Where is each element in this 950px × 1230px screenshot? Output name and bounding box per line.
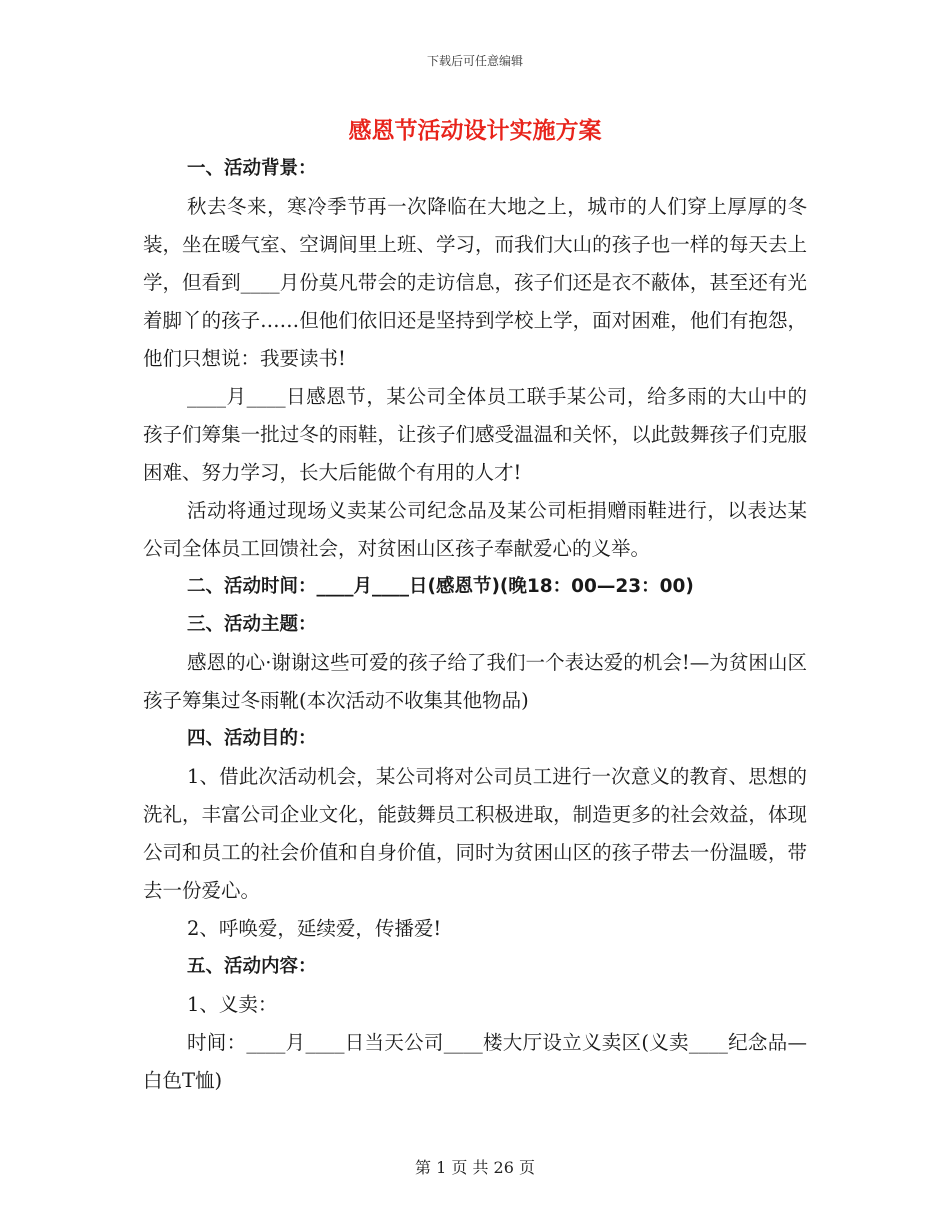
paragraph-background-2: ____月____日感恩节，某公司全体员工联手某公司，给多雨的大山中的孩子们筹集一批过冬的雨鞋，让孩子们感受温温和关怀，以此鼓舞孩子们克服困难、努力学习，长大后能做个有用的人才! (143, 385, 807, 484)
page-footer: 第 1 页 共 26 页 (415, 1158, 535, 1177)
paragraph-background-1: 秋去冬来，寒冷季节再一次降临在大地之上，城市的人们穿上厚厚的冬装，坐在暖气室、空调间里上班、学习，而我们大山的孩子也一样的每天去上学，但看到____月份莫凡带会的走访信息，孩子们还是衣不蔽体，甚至还有光着脚丫的孩子……但他们依旧还是坚持到学校上学，面对困难，他们有抱怨，他们只想说：我要读书! (143, 195, 807, 370)
document-body (143, 150, 807, 1100)
section-heading-background: 一、活动背景： (187, 158, 317, 179)
paragraph-theme-1: 感恩的心·谢谢这些可爱的孩子给了我们一个表达爱的机会!—为贫困山区孩子筹集过冬雨靴(本次活动不收集其他物品) (143, 651, 807, 712)
section-heading-time: 二、活动时间：____月____日(感恩节)(晚18：00—23：00) (187, 576, 694, 597)
page-header: 下载后可任意编辑 (426, 54, 523, 68)
section-heading-content: 五、活动内容： (187, 956, 317, 977)
paragraph-purpose-1: 1、借此次活动机会，某公司将对公司员工进行一次意义的教育、思想的洗礼，丰富公司企业文化，能鼓舞员工积极进取，制造更多的社会效益，体现公司和员工的社会价值和自身价值，同时为贫困山区的孩子带去一份温暖，带去一份爱心。 (143, 765, 807, 902)
section-heading-purpose: 四、活动目的： (187, 728, 317, 749)
paragraph-content-1: 1、义卖： (187, 993, 278, 1016)
paragraph-purpose-2: 2、呼唤爱，延续爱，传播爱! (187, 917, 442, 940)
paragraph-background-3: 活动将通过现场义卖某公司纪念品及某公司柜捐赠雨鞋进行，以表达某公司全体员工回馈社会，对贫困山区孩子奉献爱心的义举。 (143, 499, 807, 560)
paragraph-content-2: 时间：____月____日当天公司____楼大厅设立义卖区(义卖____纪念品—白色T恤) (143, 1031, 807, 1092)
section-heading-theme: 三、活动主题： (187, 614, 317, 635)
document-title: 感恩节活动设计实施方案 (348, 118, 602, 144)
